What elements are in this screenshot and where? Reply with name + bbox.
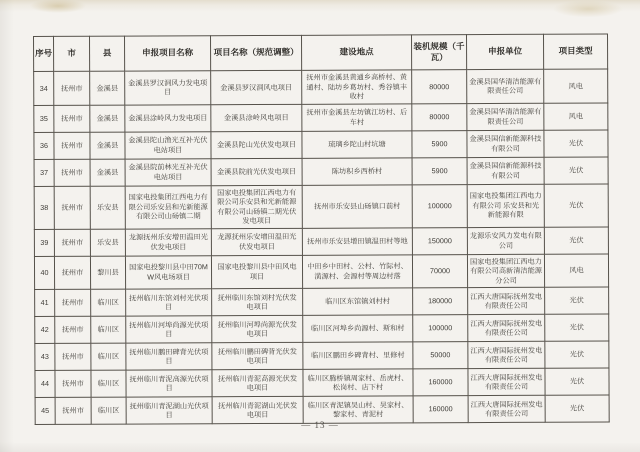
header-applicant-unit: 申报单位 <box>466 34 543 69</box>
cell-city: 抚州市 <box>54 71 90 105</box>
table-body <box>34 69 610 425</box>
cell-county: 临川区 <box>91 289 126 316</box>
cell-seq-no: 38 <box>34 186 54 229</box>
cell-county: 临川区 <box>91 316 126 343</box>
cell-declared-project-name: 金溪县院前林光互补光伏电站项目 <box>125 158 211 185</box>
cell-declared-project-name: 金溪县涂岭风力发电项目 <box>125 104 211 131</box>
cell-adjusted-project-name: 龙源抚州乐安增田温田光伏发电项目 <box>211 228 302 255</box>
table-row <box>34 156 608 186</box>
cell-project-type: 光伏 <box>544 129 608 156</box>
cell-declared-project-name: 抚州临川青泥高源光伏项目 <box>126 370 212 397</box>
cell-city: 抚州市 <box>54 229 90 256</box>
page-number: — 13 — <box>301 420 339 430</box>
cell-declared-project-name: 抚州临川鹏田碑背光伏项目 <box>126 343 212 370</box>
cell-city: 抚州市 <box>55 370 91 397</box>
cell-capacity-kw: 80000 <box>412 70 467 104</box>
cell-city: 抚州市 <box>55 343 91 370</box>
cell-declared-project-name: 抚州临川东馆刘村光伏项目 <box>126 289 212 316</box>
cell-declared-project-name: 金溪县罗汉洞风力发电项目 <box>125 71 211 105</box>
cell-seq-no: 36 <box>34 132 54 159</box>
cell-adjusted-project-name: 国家电投黎川县中田风电项目 <box>211 255 302 289</box>
table-row <box>35 368 609 398</box>
cell-capacity-kw: 5900 <box>412 130 467 157</box>
cell-construction-site: 临川区青泥镇吴山村、吴家村、黎家村、青泥村 <box>303 396 413 423</box>
cell-construction-site: 临川区鹏田乡碑背村、里修村 <box>303 342 413 369</box>
cell-seq-no: 37 <box>34 159 54 186</box>
cell-applicant-unit: 江西大唐国际抚州发电有限责任公司 <box>468 287 545 314</box>
cell-construction-site: 临川区河埠乡尚源村、斯和村 <box>303 315 413 342</box>
cell-county: 临川区 <box>91 397 126 424</box>
table-header <box>34 34 608 72</box>
cell-county: 乐安县 <box>90 186 125 229</box>
cell-seq-no: 40 <box>34 256 54 290</box>
header-declared-project-name: 申报项目名称 <box>125 36 211 71</box>
cell-construction-site: 抚州市乐安县增田镇温田村等地 <box>302 227 412 254</box>
cell-capacity-kw: 5900 <box>412 157 467 184</box>
cell-capacity-kw: 160000 <box>413 369 468 396</box>
header-county: 县 <box>90 36 125 71</box>
table-row <box>34 183 608 229</box>
cell-project-type: 光伏 <box>545 341 609 368</box>
header-city: 市 <box>54 36 90 71</box>
cell-city: 抚州市 <box>54 256 90 290</box>
cell-declared-project-name: 国家电投黎川县中田70MW风电场项目 <box>125 255 211 289</box>
table-row <box>35 314 609 344</box>
cell-adjusted-project-name: 金溪县罗汉洞风电项目 <box>211 70 302 104</box>
cell-capacity-kw: 100000 <box>412 184 467 227</box>
cell-applicant-unit: 龙源乐安风力发电有限公司 <box>467 227 544 254</box>
cell-project-type: 光伏 <box>545 314 609 341</box>
cell-project-type: 光伏 <box>544 156 608 183</box>
cell-applicant-unit: 国家电投集团江西电力有限公司 乐安县和光新能源有限 <box>467 184 544 227</box>
cell-seq-no: 42 <box>35 316 55 343</box>
cell-county: 临川区 <box>91 370 126 397</box>
cell-adjusted-project-name: 抚州临川东馆刘村光伏发电项目 <box>212 288 303 315</box>
table-row <box>34 226 608 256</box>
cell-applicant-unit: 江西大唐国际抚州发电有限责任公司 <box>468 395 545 422</box>
cell-adjusted-project-name: 抚州临川青泥湖山光伏发电项目 <box>212 396 303 423</box>
cell-declared-project-name: 抚州临川青泥湖山光伏项目 <box>126 397 212 424</box>
cell-city: 抚州市 <box>54 132 90 159</box>
cell-adjusted-project-name: 抚州临川青泥高源光伏发电项目 <box>212 369 303 396</box>
cell-declared-project-name: 龙源抚州乐安增田温田光伏发电项目 <box>125 228 211 255</box>
cell-construction-site: 抚州市金溪县黄通乡高桥村、黄通村、陆坊乡葛坊村、秀谷镇丰收村 <box>302 70 412 104</box>
cell-capacity-kw: 70000 <box>412 254 467 288</box>
cell-city: 抚州市 <box>54 159 90 186</box>
cell-construction-site: 临川区腾桥镇周家村、岳虎村、松岗村、店下村 <box>303 369 413 396</box>
cell-project-type: 风电 <box>544 102 608 129</box>
cell-city: 抚州市 <box>54 186 90 229</box>
header-seq-no: 序号 <box>34 36 54 71</box>
cell-applicant-unit: 江西大唐国际抚州发电有限责任公司 <box>468 341 545 368</box>
table-row <box>35 341 609 371</box>
table-row <box>35 287 609 317</box>
cell-adjusted-project-name: 金溪县涂岭风电项目 <box>211 104 302 131</box>
cell-county: 金溪县 <box>90 105 125 132</box>
cell-county: 金溪县 <box>90 132 125 159</box>
cell-seq-no: 45 <box>35 397 55 424</box>
header-adjusted-project-name: 项目名称（规范调整） <box>211 35 302 70</box>
cell-declared-project-name: 抚州临川河埠尚源光伏项目 <box>126 316 212 343</box>
cell-adjusted-project-name: 抚州临川河埠尚源光伏发电项目 <box>212 315 303 342</box>
cell-capacity-kw: 100000 <box>413 315 468 342</box>
header-construction-site: 建设地点 <box>301 35 411 70</box>
cell-project-type: 光伏 <box>544 183 608 226</box>
cell-adjusted-project-name: 国家电投集团江西电力有限公司乐安县和光新能源有限公司山砀镇二期光伏发电项目 <box>211 185 302 228</box>
projects-table <box>33 33 610 425</box>
cell-capacity-kw: 50000 <box>413 342 468 369</box>
cell-applicant-unit: 金溪县国信新能源科技有限公司 <box>467 157 544 184</box>
cell-project-type: 光伏 <box>545 395 609 422</box>
cell-capacity-kw: 180000 <box>413 288 468 315</box>
cell-project-type: 风电 <box>544 69 608 103</box>
cell-adjusted-project-name: 金溪县院前光伏发电项目 <box>211 158 302 185</box>
cell-county: 黎川县 <box>90 256 125 290</box>
cell-declared-project-name: 国家电投集团江西电力有限公司乐安县和光新能源有限公司山砀镇二期 <box>125 185 211 228</box>
table-row <box>34 69 608 105</box>
cell-applicant-unit: 江西大唐国际抚州发电有限责任公司 <box>468 314 545 341</box>
cell-applicant-unit: 金溪县国华清洁能源有限责任公司 <box>467 69 544 103</box>
cell-seq-no: 43 <box>35 343 55 370</box>
cell-construction-site: 中田乡中田村、公村、竹际村、潢源村、会源村等周边村落 <box>302 254 412 288</box>
cell-city: 抚州市 <box>55 316 91 343</box>
cell-county: 金溪县 <box>90 71 125 105</box>
cell-applicant-unit: 金溪县国信新能源科技有限公司 <box>467 130 544 157</box>
cell-applicant-unit: 国家电投集团江西电力有限公司高新清洁能源分公司 <box>467 254 544 288</box>
table-row <box>34 253 608 289</box>
projects-table-wrap <box>33 33 610 425</box>
cell-capacity-kw: 80000 <box>412 103 467 130</box>
table-header-row <box>34 34 608 72</box>
table-row <box>34 102 608 132</box>
cell-applicant-unit: 金溪县国华清洁能源有限责任公司 <box>467 103 544 130</box>
cell-construction-site: 琉璃乡陀山村坑塘 <box>302 130 412 157</box>
table-row <box>34 129 608 159</box>
cell-project-type: 风电 <box>544 253 608 287</box>
header-project-type: 项目类型 <box>543 34 607 69</box>
cell-construction-site: 临川区东馆镇刘村村 <box>303 288 413 315</box>
cell-seq-no: 34 <box>34 71 54 105</box>
cell-city: 抚州市 <box>54 105 90 132</box>
cell-city: 抚州市 <box>55 289 91 316</box>
cell-county: 乐安县 <box>90 229 125 256</box>
cell-construction-site: 陈坊积乡西桥村 <box>302 157 412 184</box>
cell-construction-site: 抚州市乐安县山砀镇口前村 <box>302 184 412 227</box>
cell-seq-no: 44 <box>35 370 55 397</box>
cell-seq-no: 41 <box>35 289 55 316</box>
cell-city: 抚州市 <box>55 397 91 424</box>
cell-county: 临川区 <box>91 343 126 370</box>
cell-construction-site: 抚州市金溪县左坊镇江坊村、后车村 <box>302 103 412 130</box>
cell-capacity-kw: 160000 <box>413 396 468 423</box>
cell-project-type: 光伏 <box>545 287 609 314</box>
cell-adjusted-project-name: 抚州临川鹏田碑背光伏发电项目 <box>212 342 303 369</box>
cell-seq-no: 39 <box>34 229 54 256</box>
cell-capacity-kw: 150000 <box>412 227 467 254</box>
cell-adjusted-project-name: 金溪县陀山光伏发电项目 <box>211 131 302 158</box>
cell-county: 金溪县 <box>90 159 125 186</box>
header-capacity-kw: 装机规模（千瓦） <box>411 35 466 70</box>
cell-applicant-unit: 江西大唐国际抚州发电有限责任公司 <box>468 368 545 395</box>
cell-seq-no: 35 <box>34 105 54 132</box>
cell-declared-project-name: 金溪县陀山渔光互补光伏电站项目 <box>125 131 211 158</box>
cell-project-type: 光伏 <box>544 226 608 253</box>
cell-project-type: 光伏 <box>545 368 609 395</box>
